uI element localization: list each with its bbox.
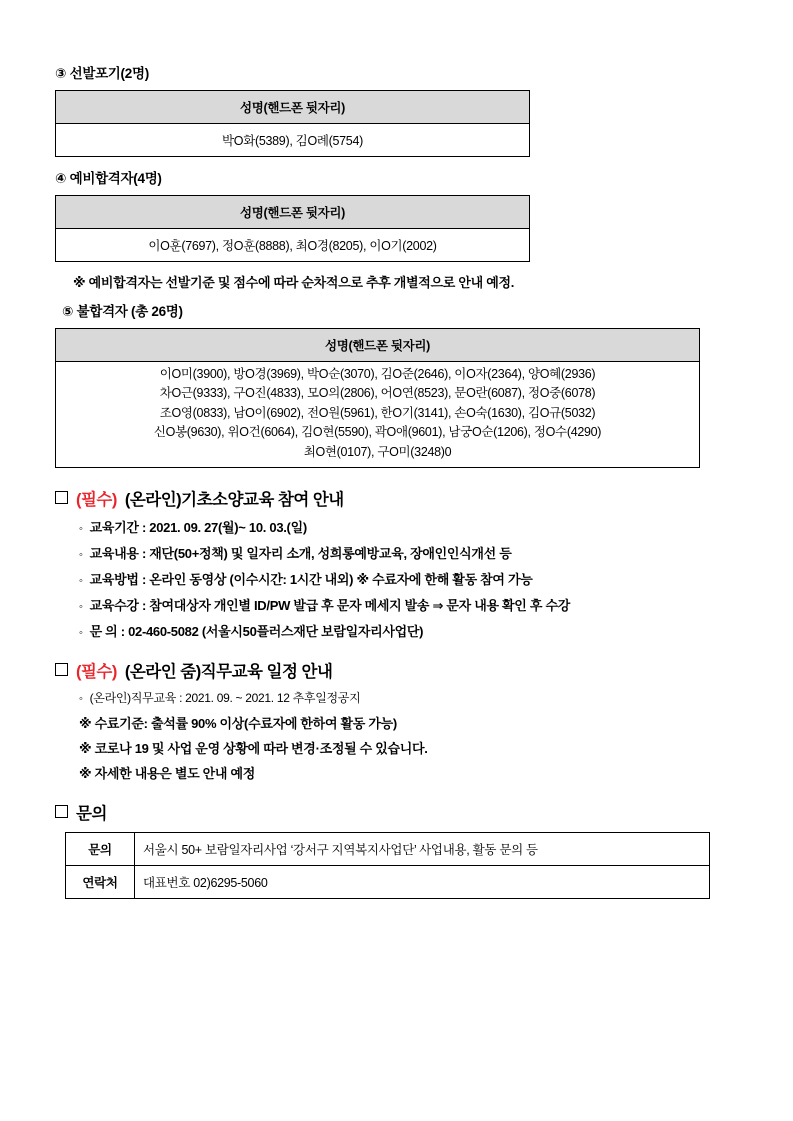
section-heading-job-education [55,658,735,682]
table-row [56,329,700,362]
table-row [56,196,530,229]
table-row [56,124,530,157]
ring-bullet-icon: ◦ [79,626,83,639]
inquiry-row-key: 문의 [66,832,135,865]
job-education-note: ※ 코로나 19 및 사업 운영 상황에 따라 변경·조정될 수 있습니다. [79,740,428,756]
list-item-label: 교육방법 : 온라인 동영상 (이수시간: 1시간 내외) ※ 수료자에 한해 활동 참여 가능 [89,571,533,587]
ring-bullet-icon: ◦ [79,600,83,613]
list-item-label: 교육기간 : 2021. 09. 27(월)~ 10. 03.(일) [89,519,307,535]
reserve-table-header: 성명(핸드폰 뒷자리) [56,196,530,229]
section-heading-inquiry [55,800,735,824]
section-label-reserve: ④ 예비합격자(4명) [55,171,162,186]
inquiry-row-value: 서울시 50+ 보람일자리사업 ‘강서구 지역복지사업단’ 사업내용, 활동 문의 등 [135,832,710,865]
withdraw-names: 박O화(5389), 김O례(5754) [56,124,530,157]
table-row [66,865,710,898]
fail-names-line: 차O근(9333), 구O진(4833), 모O의(2806), 어O연(8523), 문O란(6087), 정O중(6078) [159,386,596,401]
fail-names-line: 신O봉(9630), 위O건(6064), 김O현(5590), 곽O애(9601), 남궁O순(1206), 정O수(4290) [153,425,602,440]
list-item [79,569,735,588]
list-item-label: 교육수강 : 참여대상자 개인별 ID/PW 발급 후 문자 메세지 발송 ⇒ 문자 내용 확인 후 수강 [89,597,570,613]
section-title: 문의 [76,804,107,823]
list-item [79,517,735,536]
section-title: (온라인)기초소양교육 참여 안내 [124,490,344,509]
fail-names-line: 최O현(0107), 구O미(3248)0 [303,444,452,459]
required-tag: (필수) [76,662,117,681]
list-item-label: 문 의 : 02-460-5082 (서울시50플러스재단 보람일자리사업단) [89,623,424,639]
job-education-note: ※ 수료기준: 출석률 90% 이상(수료자에 한하여 활동 가능) [79,715,397,731]
job-education-list [55,689,735,706]
document-body [55,62,735,899]
fail-names-cell [56,362,700,468]
reserve-names: 이O훈(7697), 정O훈(8888), 최O경(8205), 이O기(2002) [56,229,530,262]
list-item-label: 교육내용 : 재단(50+정책) 및 일자리 소개, 성희롱예방교육, 장애인인식개선 등 [89,545,512,561]
inquiry-row-key: 연락처 [66,865,135,898]
checkbox-icon [55,805,68,818]
table-row [56,91,530,124]
required-tag: (필수) [76,490,117,509]
reserve-table [55,195,530,262]
fail-table-header: 성명(핸드폰 뒷자리) [56,329,700,362]
list-item-label: (온라인)직무교육 : 2021. 09. ~ 2021. 12 추후일정공지 [89,690,361,705]
list-item [79,621,735,640]
table-row [56,362,700,468]
inquiry-table [65,832,710,899]
basic-education-list [55,517,735,640]
fail-names-line: 조O영(0833), 남O이(6902), 전O원(5961), 한O기(3141), 손O숙(1630), 김O규(5032) [159,405,596,420]
fail-names-line: 이O미(3900), 방O경(3969), 박O순(3070), 김O준(2646), 이O자(2364), 양O혜(2936) [159,367,596,381]
inquiry-row-value: 대표번호 02)6295-5060 [135,865,710,898]
ring-bullet-icon: ◦ [79,522,83,535]
table-row [56,229,530,262]
list-item [79,595,735,614]
table-row [66,832,710,865]
withdraw-table [55,90,530,157]
job-education-note: ※ 자세한 내용은 별도 안내 예정 [79,765,255,781]
reserve-note: ※ 예비합격자는 선발기준 및 점수에 따라 순차적으로 추후 개별적으로 안내 예정. [73,275,515,290]
ring-bullet-icon: ◦ [79,574,83,587]
withdraw-table-header: 성명(핸드폰 뒷자리) [56,91,530,124]
section-title: (온라인 줌)직무교육 일정 안내 [124,662,333,681]
section-heading-basic-education [55,486,735,510]
list-item [79,543,735,562]
section-label-fail: ⑤ 불합격자 (총 26명) [62,304,183,319]
fail-table [55,328,700,468]
ring-bullet-icon: ◦ [79,692,83,705]
checkbox-icon [55,491,68,504]
section-label-withdraw: ③ 선발포기(2명) [55,66,149,81]
checkbox-icon [55,663,68,676]
ring-bullet-icon: ◦ [79,548,83,561]
list-item [79,689,735,706]
